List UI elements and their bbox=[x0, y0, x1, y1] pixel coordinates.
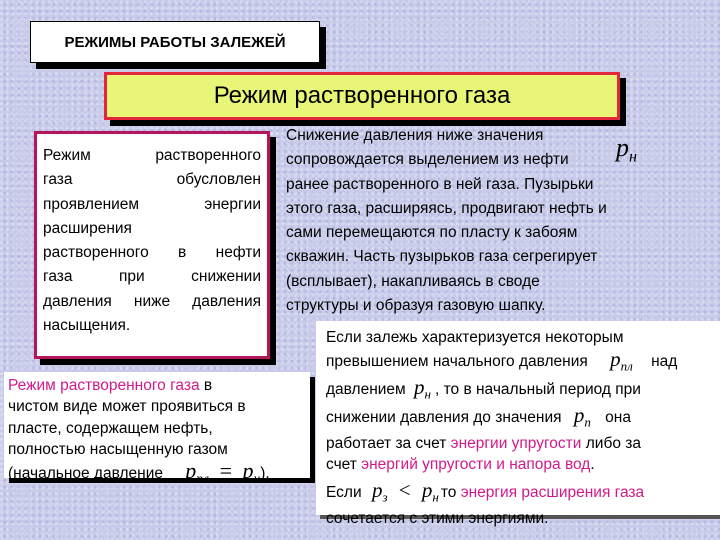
note-line-4: полностью насыщенную газом bbox=[8, 440, 228, 458]
definition-line-3: проявлением энергии bbox=[43, 195, 261, 213]
slide-title: Режим растворенного газа bbox=[104, 72, 620, 120]
explanation-line-7: (всплывает), накапливаясь в своде bbox=[286, 272, 540, 290]
rbox-line-8: сочетается с этими энергиями. bbox=[326, 509, 549, 527]
note-line-1: Режим растворенного газа в bbox=[8, 377, 213, 394]
rbox-line-5: работает за счет энергии упругости либо за bbox=[326, 434, 641, 452]
definition-line-5: растворенного в нефти bbox=[43, 244, 261, 262]
definition-line-8: насыщения. bbox=[43, 317, 131, 335]
initial-pressure-formula: $p_{пл} = p_н$ bbox=[185, 458, 261, 486]
saturation-pressure-formula: $p_н$ bbox=[616, 133, 637, 166]
rbox-line-2: превышением начального давления $p_{пл}$ над bbox=[326, 349, 714, 377]
definition-box bbox=[34, 131, 270, 359]
note-line-5: (начальное давление $p_{пл} = p_н$). bbox=[8, 460, 306, 489]
definition-line-7: давления ниже давления bbox=[43, 292, 261, 310]
explanation-line-8: структуры и образуя газовую шапку. bbox=[286, 297, 546, 315]
note-line-2: чистом виде может проявиться в bbox=[8, 398, 246, 416]
explanation-line-2: сопровождается выделением из нефти bbox=[286, 151, 569, 169]
definition-line-6: газа при снижении bbox=[43, 268, 261, 286]
definition-line-1: Режим растворенного bbox=[43, 147, 261, 164]
definition-line-4: расширения bbox=[43, 219, 132, 237]
slide-heading: РЕЖИМЫ РАБОТЫ ЗАЛЕЖЕЙ bbox=[30, 21, 320, 63]
rbox-line-6: счет энергий упругости и напора вод. bbox=[326, 456, 595, 474]
reservoir-pressure-symbol: $p_{пл}$ bbox=[610, 346, 633, 374]
rbox-line-3: давлением $p_н$ , то в начальный период при bbox=[326, 377, 714, 405]
elastic-mode-note bbox=[316, 321, 720, 527]
explanation-line-6: скважин. Часть пузырьков газа сегрегирует bbox=[286, 248, 598, 266]
rbox-line-4: снижении давления до значения $p_п$ она bbox=[326, 405, 714, 433]
explanation-line-5: сами перемещаются по пласту к забоям bbox=[286, 224, 578, 242]
pressure-comparison-formula: $p_з < p_н$ bbox=[371, 477, 439, 505]
pure-mode-note bbox=[4, 372, 310, 486]
definition-line-2: газа обусловлен bbox=[43, 171, 261, 189]
threshold-pressure-symbol: $p_п$ bbox=[573, 402, 591, 430]
explanation-line-3: ранее растворенного в ней газа. Пузырьки bbox=[286, 175, 594, 193]
rbox-line-1: Если залежь характеризуется некоторым bbox=[326, 329, 624, 346]
explanation-line-4: этого газа, расширяясь, продвигают нефть и bbox=[286, 199, 607, 217]
saturation-pressure-symbol: $p_н$ bbox=[414, 374, 431, 402]
explanation-line-1: Снижение давления ниже значения bbox=[286, 127, 544, 144]
rbox-line-7: Если $p_з < p_н$ то энергия расширения газа bbox=[326, 480, 714, 508]
note-line-3: пласте, содержащем нефть, bbox=[8, 419, 213, 437]
